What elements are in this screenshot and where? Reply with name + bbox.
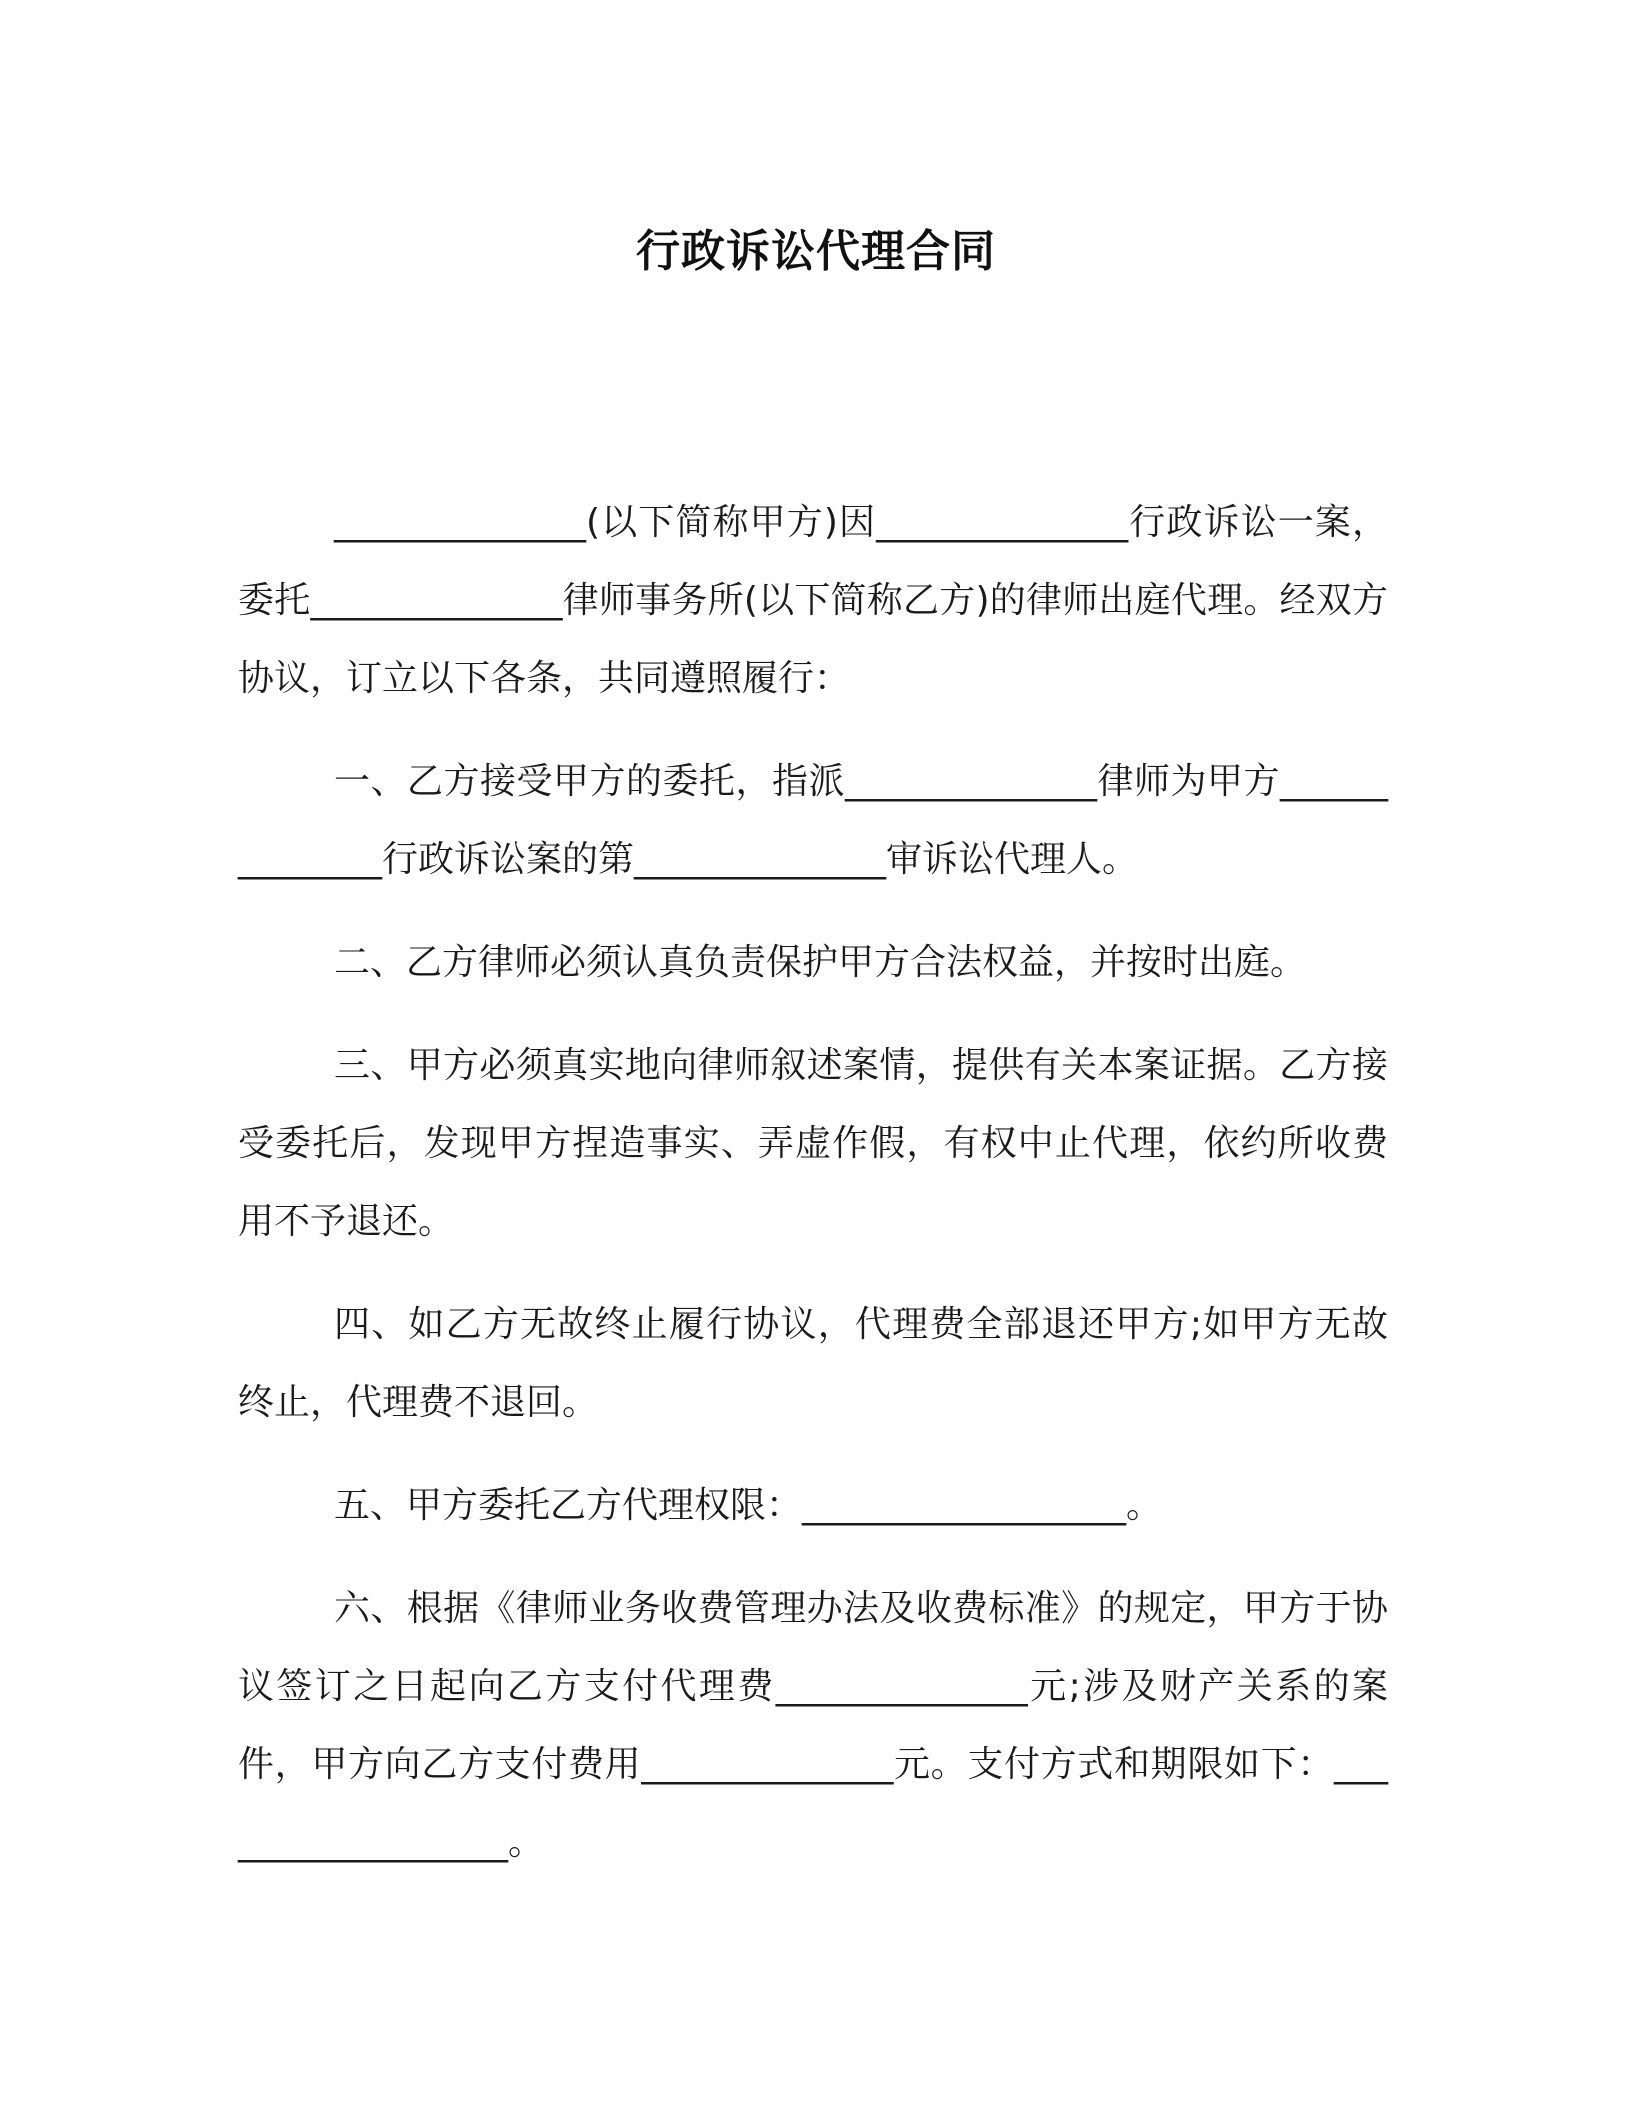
document-body xyxy=(238,484,1388,1907)
clause-1-paragraph: 一、乙方接受甲方的委托，指派______________律师为甲方______________行政诉讼案的第______________审诉讼代理人。 xyxy=(238,761,1388,880)
clause-3-paragraph: 三、甲方必须真实地向律师叙述案情，提供有关本案证据。乙方接受委托后，发现甲方捏造事实、弄虚作假，有权中止代理，依约所收费用不予退还。 xyxy=(238,1045,1388,1242)
clause-6-paragraph: 六、根据《律师业务收费管理办法及收费标准》的规定，甲方于协议签订之日起向乙方支付代理费______________元;涉及财产关系的案件，甲方向乙方支付费用______________元。支付方式和期限如下：__________________。 xyxy=(238,1588,1388,1863)
clause-2-paragraph: 二、乙方律师必须认真负责保护甲方合法权益，并按时出庭。 xyxy=(334,942,1307,983)
document-title: 行政诉讼代理合同 xyxy=(636,226,996,277)
preamble-paragraph: ______________(以下简称甲方)因______________行政诉讼一案，委托______________律师事务所(以下简称乙方)的律师出庭代理。经双方协议，订立以下各条，共同遵照履行： xyxy=(238,502,1388,699)
clause-4-paragraph: 四、如乙方无故终止履行协议，代理费全部退还甲方;如甲方无故终止，代理费不退回。 xyxy=(238,1304,1388,1423)
clause-5-paragraph: 五、甲方委托乙方代理权限：__________________。 xyxy=(334,1485,1163,1526)
